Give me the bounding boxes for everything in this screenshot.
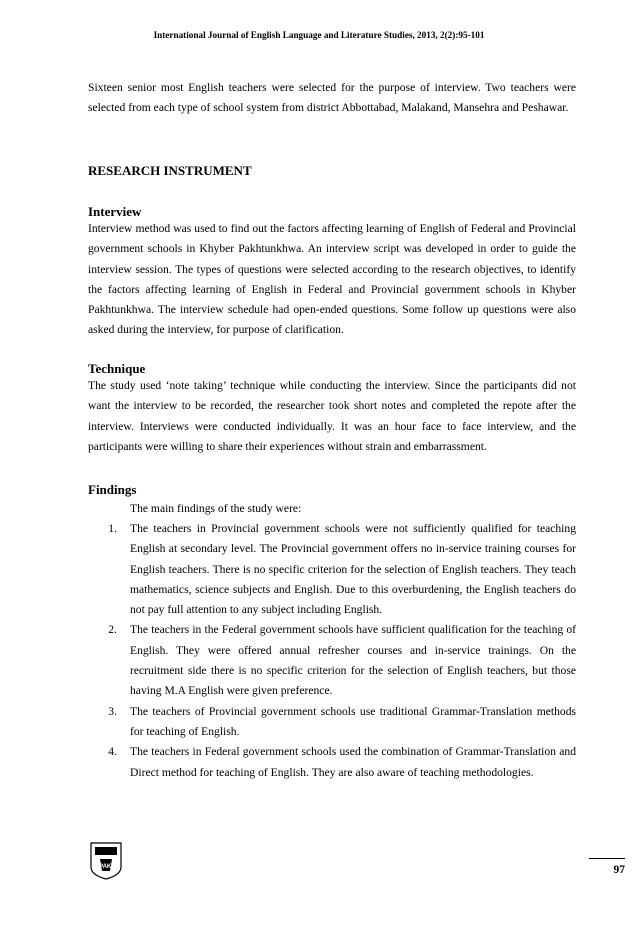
list-item [88, 742, 576, 783]
findings-heading: Findings [88, 482, 137, 497]
interview-paragraph: Interview method was used to find out the factors affecting learning of English of Federal and Provincial government schools in Khyber Pakhtunkhwa. An interview script was developed in order to guide the interview session. The types of questions were selected according to the research objectives, to identify the factors affecting learning of English in Federal and Provincial government schools in Khyber Pakhtunkhwa. The interview schedule had open-ended questions. Some follow up questions were also asked during the interview, for purpose of clarification. [88, 222, 576, 337]
findings-intro: The main findings of the study were: [130, 502, 302, 515]
intro-paragraph: Sixteen senior most English teachers were selected for the purpose of interview. Two teachers were selected from each type of school system from district Abbottabad, Malakand, Mansehra and Peshawar. [88, 81, 576, 115]
list-item [88, 519, 576, 620]
list-item-text: The teachers in Federal government schools used the combination of Grammar-Translation and Direct method for teaching of English. They are also aware of teaching methodologies. [130, 745, 576, 779]
interview-heading: Interview [88, 204, 142, 219]
list-item [88, 620, 576, 701]
list-item-text: The teachers of Provincial government schools use traditional Grammar-Translation methods for teaching of English. [130, 704, 576, 738]
technique-paragraph: The study used ‘note taking’ technique while conducting the interview. Since the participants did not want the interview to be recorded, the researcher took short notes and completed the repote after the interview. Interviews were conducted individually. It was an hour face to face interview, and the participants were willing to share their experiences without strain and embarrassment. [88, 379, 576, 453]
list-item-text: The teachers in Provincial government schools were not sufficiently qualified for teaching English at secondary level. The Provincial government offers no in-service training courses for English teachers. There is no specific criterion for the selection of English teachers. They teach mathematics, science subjects and English. Due to this overburdening, the English teachers do not pay full attention to any subject including English. [130, 522, 576, 617]
list-item [88, 702, 576, 743]
findings-list [88, 519, 576, 783]
page-number-rule [589, 858, 625, 859]
list-item-text: The teachers in the Federal government schools have sufficient qualification for the teaching of English. They were offered annual refresher courses and in-service trainings. On the recruitment side there is no specific criterion for the selection of English teachers, but those having M.A English were given preference. [130, 623, 576, 698]
journal-logo-icon [88, 841, 124, 881]
list-item-number: 3. [108, 704, 117, 718]
list-item-number: 1. [108, 522, 117, 535]
running-head: International Journal of English Language and Literature Studies, 2013, 2(2):95-101 [153, 30, 485, 40]
list-item-number: 2. [108, 623, 117, 637]
section-heading: RESEARCH INSTRUMENT [88, 163, 252, 178]
logo-text: PAKI [99, 864, 113, 870]
page-number: 97 [613, 864, 625, 876]
list-item-number: 4. [108, 745, 117, 759]
technique-heading: Technique [88, 361, 146, 376]
